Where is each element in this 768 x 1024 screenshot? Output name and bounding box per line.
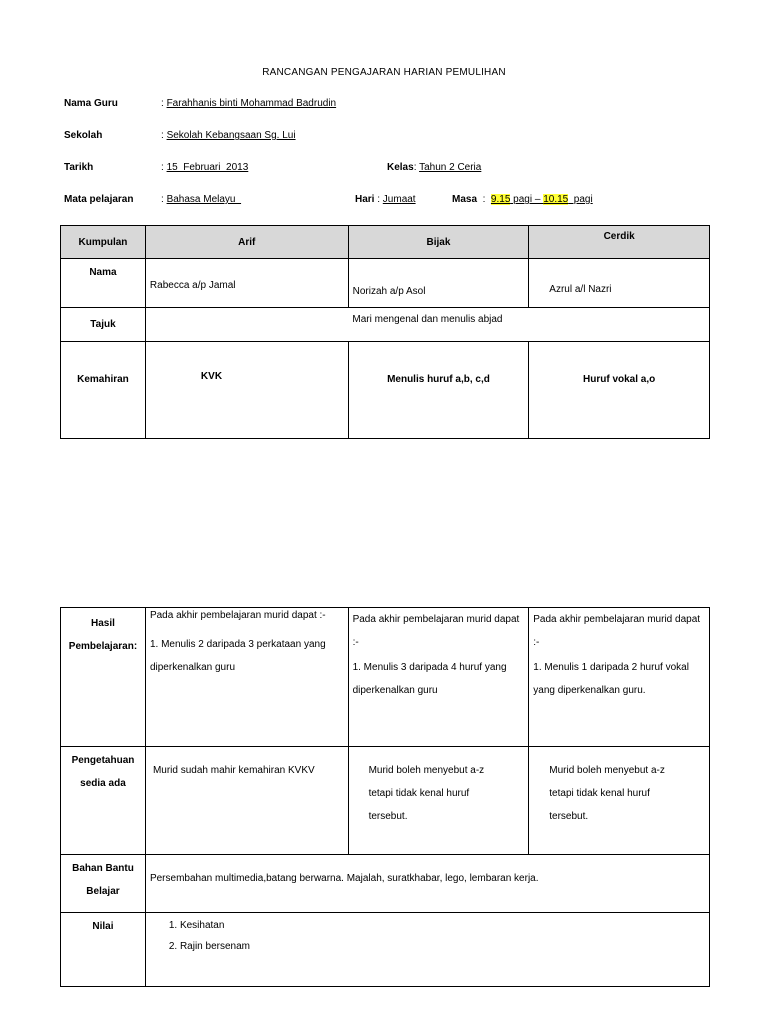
pengetahuan-bijak: Murid boleh menyebut a-z tetapi tidak kenal huruf tersebut. [348, 747, 529, 855]
masa-label: Masa [452, 194, 478, 205]
kelas-value: Tahun 2 Ceria [419, 162, 482, 173]
header-cerdik: Cerdik [529, 226, 710, 259]
hasil-bijak-item: 1. Menulis 3 daripada 4 huruf yang diperkenalkan guru [352, 662, 507, 696]
nama-guru-field: : Farahhanis binti Mohammad Badrudin [161, 98, 337, 109]
masa-end: 10.15 [543, 194, 569, 205]
hasil-arif [145, 608, 348, 747]
mata-pelajaran-value: Bahasa Melayu [166, 194, 242, 205]
hasil-label [61, 608, 146, 747]
info-row-nama-guru [64, 98, 118, 109]
row-bahan-bantu [61, 855, 710, 913]
hasil-label-line1: Hasil [91, 618, 115, 629]
row-nama [61, 259, 710, 308]
bahan-label-line2: Belajar [86, 886, 120, 897]
document-title: RANCANGAN PENGAJARAN HARIAN PEMULIHAN [262, 67, 506, 78]
hasil-label-line2: Pembelajaran: [68, 641, 138, 652]
pengetahuan-label-line1: Pengetahuan [71, 755, 135, 766]
nilai-item: 2. Rajin bersenam [180, 936, 709, 957]
pengetahuan-label [61, 747, 146, 855]
tajuk-value: Mari mengenal dan menulis abjad [145, 308, 709, 342]
pengetahuan-cerdik: Murid boleh menyebut a-z tetapi tidak kenal huruf tersebut. [529, 747, 710, 855]
kemahiran-cerdik: Huruf vokal a,o [529, 342, 710, 439]
row-nilai [61, 913, 710, 987]
bahan-value: Persembahan multimedia,batang berwarna. Majalah, suratkhabar, lego, lembaran kerja. [145, 855, 709, 913]
row-pengetahuan [61, 747, 710, 855]
nama-cerdik: Azrul a/l Nazri [529, 259, 710, 308]
nama-bijak: Norizah a/p Asol [348, 259, 529, 308]
tarikh-label: Tarikh [64, 162, 94, 173]
masa-tail: pagi [568, 194, 593, 205]
hari-field: Hari : Jumaat [355, 194, 416, 205]
masa-mid: pagi – [510, 194, 544, 205]
nilai-list [146, 915, 709, 957]
nama-guru-value: Farahhanis binti Mohammad Badrudin [166, 98, 337, 109]
hasil-arif-item: 1. Menulis 2 daripada 3 perkataan yang diperkenalkan guru [149, 639, 326, 673]
header-kumpulan: Kumpulan [61, 226, 146, 259]
bahan-label [61, 855, 146, 913]
mata-pelajaran-label: Mata pelajaran [64, 194, 134, 205]
nama-arif: Rabecca a/p Jamal [145, 259, 348, 308]
hasil-bijak [348, 608, 529, 747]
kemahiran-arif: KVK [145, 342, 348, 439]
masa-field: Masa : 9.15 pagi – 10.15 pagi [452, 194, 593, 205]
info-row-tarikh [64, 162, 93, 173]
kelas-field: Kelas: Tahun 2 Ceria [387, 162, 482, 173]
kemahiran-bijak: Menulis huruf a,b, c,d [348, 342, 529, 439]
nilai-label: Nilai [61, 913, 146, 987]
sekolah-value: Sekolah Kebangsaan Sg. Lui [166, 130, 296, 141]
nilai-item: 1. Kesihatan [180, 915, 709, 936]
sekolah-field: : Sekolah Kebangsaan Sg. Lui [161, 130, 296, 141]
hasil-cerdik-item: 1. Menulis 1 daripada 2 huruf vokal yang diperkenalkan guru. [533, 662, 689, 696]
info-row-sekolah [64, 130, 102, 141]
nama-guru-label: Nama Guru [64, 98, 118, 109]
header-bijak: Bijak [348, 226, 529, 259]
sekolah-label: Sekolah [64, 130, 103, 141]
group-table [60, 225, 710, 439]
kelas-label: Kelas [387, 162, 414, 173]
mata-pelajaran-field: : Bahasa Melayu [161, 194, 242, 205]
row-tajuk [61, 308, 710, 342]
nilai-cell [145, 913, 709, 987]
header-arif: Arif [145, 226, 348, 259]
masa-start: 9.15 [490, 194, 511, 205]
hasil-bijak-intro: Pada akhir pembelajaran murid dapat :- [352, 614, 520, 648]
hari-label: Hari [355, 194, 375, 205]
hari-value: Jumaat [382, 194, 416, 205]
bahan-label-line1: Bahan Bantu [72, 863, 134, 874]
group-table-header [61, 226, 710, 259]
pengetahuan-label-line2: sedia ada [80, 778, 126, 789]
pengetahuan-arif: Murid sudah mahir kemahiran KVKV [145, 747, 348, 855]
hasil-arif-intro: Pada akhir pembelajaran murid dapat :- [149, 610, 326, 621]
kemahiran-label: Kemahiran [61, 342, 146, 439]
hasil-cerdik [529, 608, 710, 747]
tajuk-label: Tajuk [61, 308, 146, 342]
info-row-mata-pelajaran [64, 194, 133, 205]
tarikh-field: : 15 Februari 2013 [161, 162, 249, 173]
row-hasil-pembelajaran [61, 608, 710, 747]
row-kemahiran [61, 342, 710, 439]
tarikh-value: 15 Februari 2013 [166, 162, 249, 173]
hasil-cerdik-intro: Pada akhir pembelajaran murid dapat :- [533, 614, 701, 648]
lesson-table [60, 607, 710, 987]
nama-label: Nama [61, 259, 146, 308]
